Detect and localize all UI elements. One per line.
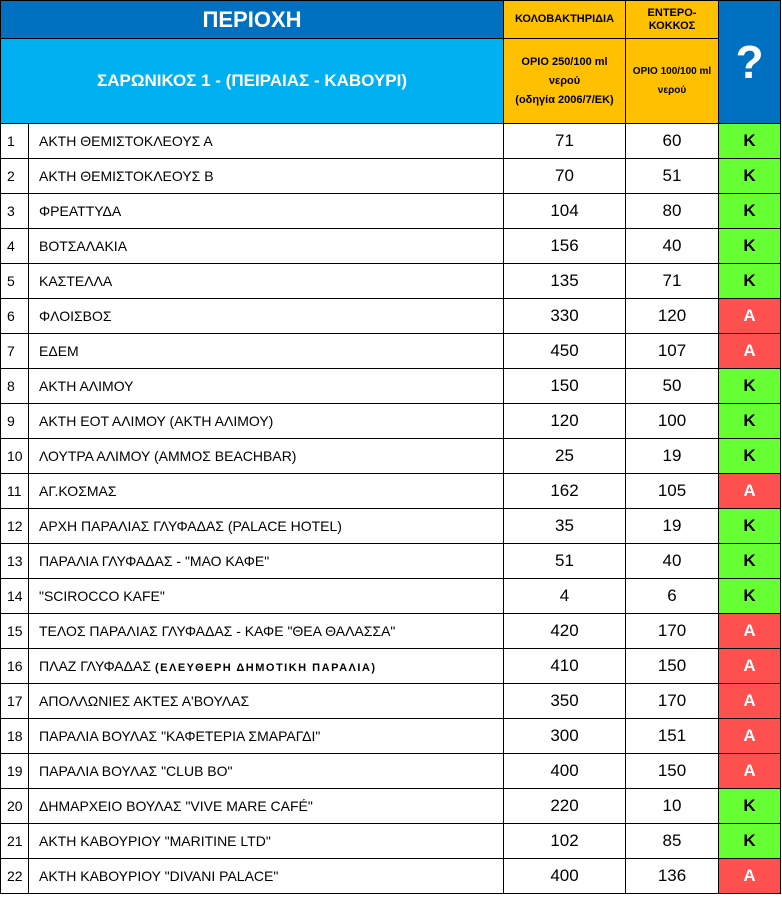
beach-name: ΑΠΟΛΛΩΝΙΕΣ ΑΚΤΕΣ Α'ΒΟΥΛΑΣ (39, 693, 250, 709)
status-badge: Α (743, 761, 756, 780)
status-badge-cell (719, 229, 781, 264)
row-number-cell (1, 614, 29, 649)
row-number-cell (1, 439, 29, 474)
status-badge-cell (719, 264, 781, 299)
status-badge: Α (743, 481, 756, 500)
entero-value-cell (626, 159, 719, 194)
beach-name: ΑΚΤΗ ΘΕΜΙΣΤΟΚΛΕΟΥΣ Β (39, 168, 214, 184)
coliform-value: 104 (550, 201, 579, 220)
row-number: 11 (7, 483, 22, 499)
row-number-cell (1, 649, 29, 684)
entero-value: 170 (657, 621, 687, 640)
coliform-value-cell (504, 579, 626, 614)
row-number: 4 (7, 238, 15, 254)
entero-value-cell (626, 579, 719, 614)
entero-limit (626, 39, 719, 124)
beach-name: ΕΔΕΜ (39, 343, 79, 359)
coliform-value-cell (504, 824, 626, 859)
status-badge: Κ (743, 551, 756, 570)
coliform-value: 51 (555, 551, 574, 570)
coliform-value-cell (504, 614, 626, 649)
entero-value-cell (626, 439, 719, 474)
status-badge-cell (719, 509, 781, 544)
row-number: 10 (7, 448, 23, 464)
coliform-limit-line3: (οδηγία 2006/7/ΕΚ) (515, 93, 614, 106)
beach-name-cell (29, 439, 504, 474)
coliform-value-cell (504, 544, 626, 579)
entero-value-cell (626, 264, 719, 299)
status-badge: Α (743, 726, 756, 745)
entero-value-cell (626, 474, 719, 509)
row-number: 20 (7, 798, 23, 814)
coliform-value-cell (504, 369, 626, 404)
coliform-value-cell (504, 754, 626, 789)
coliform-value: 150 (550, 376, 579, 395)
row-number-cell (1, 824, 29, 859)
entero-value-cell (626, 684, 719, 719)
coliform-limit-line2: νερού (548, 74, 581, 87)
coliform-value-cell (504, 509, 626, 544)
entero-value: 19 (662, 516, 682, 535)
row-number-cell (1, 334, 29, 369)
coliform-value-cell (504, 299, 626, 334)
entero-value: 120 (657, 306, 687, 325)
status-badge: Α (743, 341, 756, 360)
entero-header-line1: ΕΝΤΕΡΟ- (647, 6, 697, 19)
table-row (1, 649, 781, 684)
row-number: 17 (7, 693, 23, 709)
entero-value-cell (626, 334, 719, 369)
table-row (1, 439, 781, 474)
entero-value-cell (626, 369, 719, 404)
entero-value-cell (626, 299, 719, 334)
beach-name: ΦΛΟΙΣΒΟΣ (39, 308, 112, 324)
beach-name-cell (29, 719, 504, 754)
status-badge-cell (719, 334, 781, 369)
status-badge: Κ (743, 236, 756, 255)
status-badge: Κ (743, 516, 756, 535)
beach-name-cell (29, 684, 504, 719)
entero-value-cell (626, 859, 719, 894)
row-number-cell (1, 474, 29, 509)
entero-value: 71 (662, 271, 682, 290)
table-row (1, 194, 781, 229)
status-badge: Κ (743, 831, 756, 850)
coliform-value: 71 (555, 131, 574, 150)
entero-value: 105 (657, 481, 687, 500)
beach-name: ΑΚΤΗ ΘΕΜΙΣΤΟΚΛΕΟΥΣ Α (39, 133, 213, 149)
row-number: 8 (7, 378, 15, 394)
table-row (1, 299, 781, 334)
row-number: 7 (7, 343, 15, 359)
coliform-value: 25 (555, 446, 574, 465)
row-number-cell (1, 194, 29, 229)
row-number-cell (1, 369, 29, 404)
beach-note: (ΕΛΕΥΘΕΡΗ ΔΗΜΟΤΙΚΗ ΠΑΡΑΛΙΑ) (154, 662, 377, 674)
entero-value-cell (626, 614, 719, 649)
entero-header-line2: ΚΟΚΚΟΣ (648, 19, 696, 32)
beach-name: ΑΚΤΗ ΚΑΒΟΥΡΙΟΥ "DIVANI PALACE" (39, 868, 279, 884)
entero-value-cell (626, 124, 719, 159)
table-row (1, 159, 781, 194)
status-badge-cell (719, 719, 781, 754)
beach-name-cell (29, 124, 504, 159)
coliform-value-cell (504, 229, 626, 264)
entero-value: 19 (662, 446, 682, 465)
status-badge-cell (719, 439, 781, 474)
beach-name: "SCIROCCO KAFE" (39, 588, 165, 604)
coliform-value-cell (504, 789, 626, 824)
coliform-value: 300 (550, 726, 579, 745)
beach-name-cell (29, 509, 504, 544)
row-number-cell (1, 124, 29, 159)
coliform-value: 400 (550, 866, 579, 885)
beach-name-cell (29, 229, 504, 264)
coliform-value: 156 (550, 236, 579, 255)
table-row (1, 124, 781, 159)
status-badge-cell (719, 299, 781, 334)
table-row (1, 684, 781, 719)
entero-value-cell (626, 404, 719, 439)
entero-value-cell (626, 754, 719, 789)
entero-value: 136 (657, 866, 687, 885)
row-number: 9 (7, 413, 15, 429)
beach-name-cell (29, 369, 504, 404)
header-row-bottom (1, 39, 781, 124)
entero-value: 10 (662, 796, 682, 815)
coliform-value-cell (504, 859, 626, 894)
row-number-cell (1, 159, 29, 194)
entero-value: 100 (657, 411, 687, 430)
row-number: 2 (7, 168, 15, 184)
status-badge-cell (719, 754, 781, 789)
entero-value-cell (626, 544, 719, 579)
coliform-value: 330 (550, 306, 579, 325)
table-row (1, 859, 781, 894)
entero-header (626, 1, 719, 39)
status-badge: Κ (743, 376, 756, 395)
row-number: 5 (7, 273, 15, 289)
entero-value: 40 (662, 236, 682, 255)
coliform-value-cell (504, 159, 626, 194)
entero-value: 107 (657, 341, 687, 360)
coliform-value-cell (504, 684, 626, 719)
entero-value: 85 (662, 831, 682, 850)
beach-name: ΔΗΜΑΡΧΕΙΟ ΒΟΥΛΑΣ "VIVE MARE CAFÉ" (39, 798, 313, 814)
table-row (1, 509, 781, 544)
table-row (1, 264, 781, 299)
coliform-value: 162 (550, 481, 579, 500)
table-row (1, 579, 781, 614)
row-number-cell (1, 509, 29, 544)
row-number-cell (1, 859, 29, 894)
beach-name-cell (29, 159, 504, 194)
beach-name: ΠΑΡΑΛΙΑ ΓΛΥΦΑΔΑΣ - "ΜΑΟ ΚΑΦΕ" (39, 553, 270, 569)
row-number-cell (1, 229, 29, 264)
coliform-value-cell (504, 334, 626, 369)
coliform-value: 410 (550, 656, 579, 675)
coliform-value: 220 (550, 796, 579, 815)
row-number-cell (1, 684, 29, 719)
status-badge-cell (719, 124, 781, 159)
status-badge: Κ (743, 271, 756, 290)
coliform-value-cell (504, 404, 626, 439)
area-title: ΠΕΡΙΟΧΗ (1, 1, 504, 39)
status-badge: Κ (743, 586, 756, 605)
table-row (1, 614, 781, 649)
beach-name: ΛΟΥΤΡΑ ΑΛΙΜΟΥ (ΑΜΜΟΣ BEACHBAR) (39, 448, 297, 464)
beach-name-cell (29, 299, 504, 334)
table-row (1, 719, 781, 754)
row-number: 15 (7, 623, 23, 639)
beach-name-cell (29, 614, 504, 649)
status-badge-cell (719, 544, 781, 579)
entero-limit-line2: νερού (657, 85, 687, 96)
coliform-value-cell (504, 264, 626, 299)
status-badge-cell (719, 404, 781, 439)
beach-name: ΠΛΑΖ ΓΛΥΦΑΔΑΣ (39, 658, 151, 674)
coliform-value: 450 (550, 341, 579, 360)
coliform-header: ΚΟΛΟΒΑΚΤΗΡΙΔΙΑ (504, 1, 626, 39)
coliform-limit-line1: ΟΡΙΟ 250/100 ml (521, 55, 608, 68)
status-badge-cell (719, 614, 781, 649)
entero-value-cell (626, 824, 719, 859)
coliform-value-cell (504, 719, 626, 754)
beach-name: ΒΟΤΣΑΛΑΚΙΑ (39, 238, 128, 254)
coliform-value: 350 (550, 691, 579, 710)
row-number: 13 (7, 553, 23, 569)
beach-name-cell (29, 754, 504, 789)
entero-value-cell (626, 229, 719, 264)
coliform-value: 135 (550, 271, 579, 290)
entero-value: 40 (662, 551, 682, 570)
coliform-value: 70 (555, 166, 574, 185)
beach-name-cell (29, 824, 504, 859)
row-number-cell (1, 544, 29, 579)
region-title: ΣΑΡΩΝΙΚΟΣ 1 - (ΠΕΙΡΑΙΑΣ - ΚΑΒΟΥΡΙ) (1, 39, 504, 124)
status-badge: Κ (743, 796, 756, 815)
coliform-value: 4 (559, 586, 570, 605)
coliform-value-cell (504, 649, 626, 684)
status-badge: Α (743, 866, 756, 885)
status-badge: Α (743, 621, 756, 640)
status-badge-cell (719, 684, 781, 719)
entero-value: 6 (667, 586, 677, 605)
row-number-cell (1, 754, 29, 789)
beach-name-cell (29, 404, 504, 439)
row-number: 12 (7, 518, 23, 534)
beach-name: ΑΚΤΗ ΕΟΤ ΑΛΙΜΟΥ (ΑΚΤΗ ΑΛΙΜΟΥ) (39, 413, 274, 429)
table-row (1, 369, 781, 404)
row-number-cell (1, 299, 29, 334)
entero-value: 150 (657, 656, 687, 675)
coliform-value: 400 (550, 761, 579, 780)
entero-value: 170 (657, 691, 687, 710)
coliform-value: 120 (550, 411, 579, 430)
status-badge-cell (719, 194, 781, 229)
row-number: 1 (7, 133, 15, 149)
beach-name: ΑΡΧΗ ΠΑΡΑΛΙΑΣ ΓΛΥΦΑΔΑΣ (PALACE HOTEL) (39, 518, 342, 534)
beach-name: ΠΑΡΑΛΙΑ ΒΟΥΛΑΣ "ΚΑΦΕΤΕΡΙΑ ΣΜΑΡΑΓΔΙ" (39, 728, 321, 744)
beach-name-cell (29, 789, 504, 824)
row-number-cell (1, 719, 29, 754)
entero-value-cell (626, 649, 719, 684)
coliform-limit (504, 39, 626, 124)
status-badge: Κ (743, 201, 756, 220)
table-row (1, 229, 781, 264)
beach-name-cell (29, 859, 504, 894)
beach-name: ΚΑΣΤΕΛΛΑ (39, 273, 113, 289)
coliform-value: 420 (550, 621, 579, 640)
row-number-cell (1, 404, 29, 439)
entero-value: 50 (662, 376, 682, 395)
beach-name-cell (29, 194, 504, 229)
status-badge-cell (719, 159, 781, 194)
entero-value: 51 (662, 166, 682, 185)
status-header: ? (719, 1, 781, 124)
row-number-cell (1, 264, 29, 299)
status-badge: Κ (743, 166, 756, 185)
table-row (1, 474, 781, 509)
coliform-value-cell (504, 474, 626, 509)
beach-name: ΠΑΡΑΛΙΑ ΒΟΥΛΑΣ "CLUB BO" (39, 763, 233, 779)
status-badge-cell (719, 474, 781, 509)
table-row (1, 544, 781, 579)
beach-name: ΑΓ.ΚΟΣΜΑΣ (39, 483, 117, 499)
row-number: 3 (7, 203, 15, 219)
row-number: 6 (7, 308, 15, 324)
beach-name-cell (29, 264, 504, 299)
header-row-top (1, 1, 781, 39)
status-badge-cell (719, 859, 781, 894)
entero-value: 60 (662, 131, 682, 150)
coliform-value-cell (504, 124, 626, 159)
status-badge: Α (743, 691, 756, 710)
row-number: 18 (7, 728, 23, 744)
coliform-value-cell (504, 194, 626, 229)
beach-name-cell (29, 334, 504, 369)
beach-name-cell (29, 579, 504, 614)
beach-name: ΑΚΤΗ ΚΑΒΟΥΡΙΟΥ "MARITINE LTD" (39, 833, 271, 849)
entero-value: 151 (657, 726, 687, 745)
entero-value-cell (626, 789, 719, 824)
row-number-cell (1, 789, 29, 824)
entero-value-cell (626, 194, 719, 229)
beach-name: ΦΡΕΑΤΤΥΔΑ (39, 203, 122, 219)
table-row (1, 824, 781, 859)
entero-value: 80 (662, 201, 682, 220)
status-badge: Κ (743, 131, 756, 150)
coliform-value: 35 (555, 516, 574, 535)
row-number: 19 (7, 763, 23, 779)
table-row (1, 334, 781, 369)
status-badge-cell (719, 789, 781, 824)
status-badge: Α (743, 656, 756, 675)
row-number: 14 (7, 588, 23, 604)
entero-value: 150 (657, 761, 687, 780)
row-number-cell (1, 579, 29, 614)
entero-value-cell (626, 719, 719, 754)
row-number: 21 (7, 833, 23, 849)
coliform-value: 102 (550, 831, 579, 850)
table-row (1, 789, 781, 824)
status-badge: Κ (743, 411, 756, 430)
status-badge-cell (719, 579, 781, 614)
row-number: 16 (7, 658, 23, 674)
table-row (1, 404, 781, 439)
status-badge: Κ (743, 446, 756, 465)
status-badge: Α (743, 306, 756, 325)
status-badge-cell (719, 369, 781, 404)
beach-name-cell (29, 474, 504, 509)
coliform-value-cell (504, 439, 626, 474)
status-badge-cell (719, 824, 781, 859)
row-number: 22 (7, 868, 23, 884)
beach-name-cell (29, 649, 504, 684)
entero-limit-line1: ΟΡΙΟ 100/100 ml (632, 66, 712, 77)
entero-value-cell (626, 509, 719, 544)
beach-name: ΑΚΤΗ ΑΛΙΜΟΥ (39, 378, 134, 394)
table-row (1, 754, 781, 789)
beach-name: ΤΕΛΟΣ ΠΑΡΑΛΙΑΣ ΓΛΥΦΑΔΑΣ - ΚΑΦΕ "ΘΕΑ ΘΑΛΑΣΣΑ" (39, 623, 396, 639)
beach-name-cell (29, 544, 504, 579)
status-badge-cell (719, 649, 781, 684)
